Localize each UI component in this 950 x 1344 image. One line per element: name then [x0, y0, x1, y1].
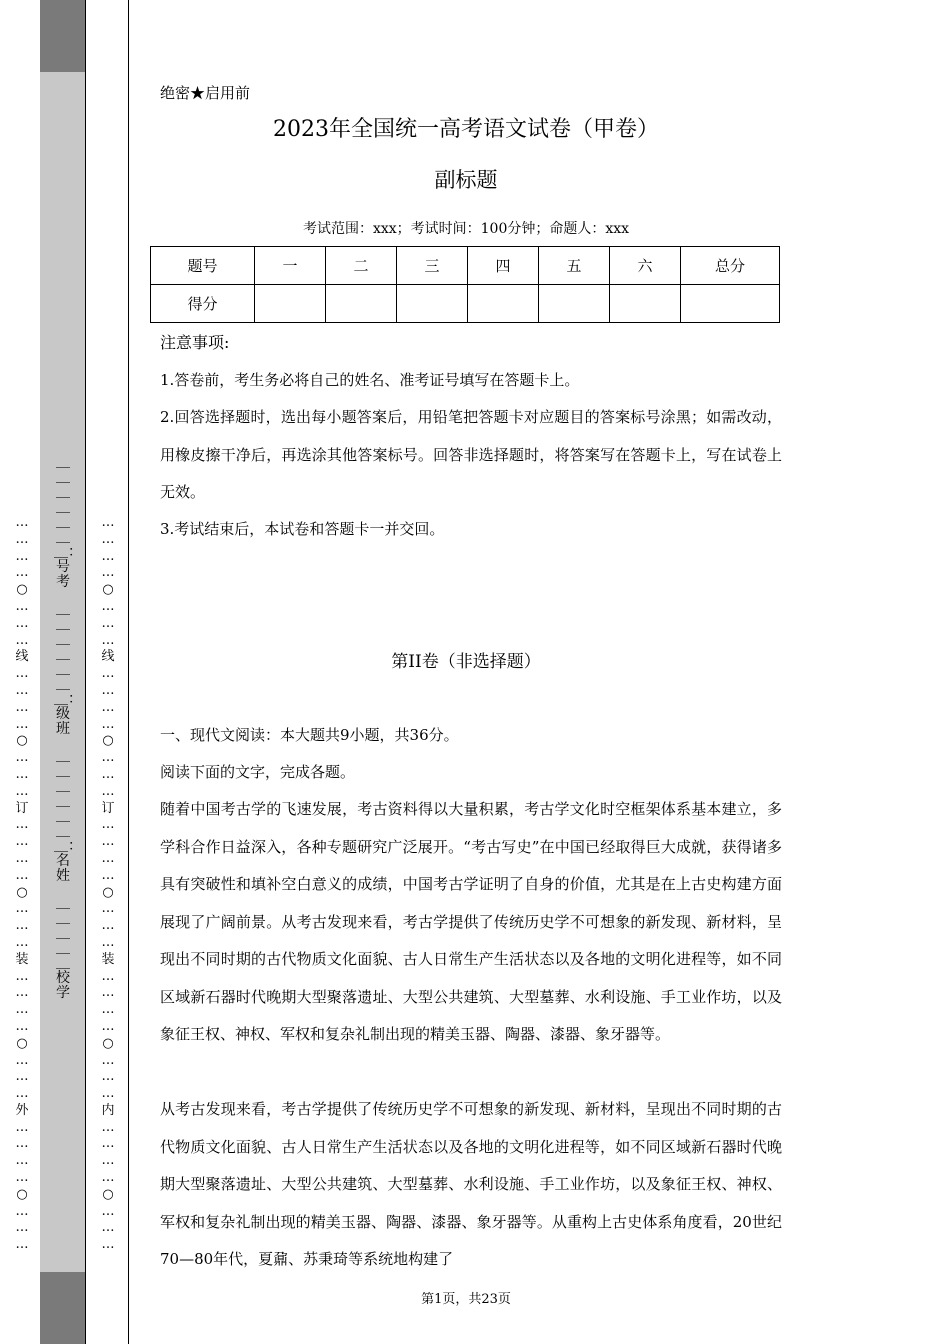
class-label: 级班 — [56, 706, 70, 737]
table-cell: 四 — [468, 247, 539, 285]
score-cell[interactable] — [255, 285, 326, 323]
exam-info: 考试范围：xxx；考试时间：100分钟；命题人：xxx — [302, 221, 630, 237]
student-info-fields — [54, 454, 82, 1001]
margin-cap-bottom — [40, 1272, 85, 1344]
table-cell: 一 — [255, 247, 326, 285]
outer-seal-line: … … … … ○ … … … 线 … … … … ○ … … … 订 … … … … ○ … … … 装 … … … … ○ … … … 外 … … … … ○ … … … — [15, 515, 29, 1253]
notice-item-1: 1.答卷前，考生务必将自己的姓名、准考证号填写在答题卡上。 — [160, 371, 580, 389]
name-label: 名姓 — [56, 853, 70, 884]
page-number: 第1页，共23页 — [421, 1292, 511, 1307]
score-cell[interactable] — [397, 285, 468, 323]
school-blank[interactable]: ＿＿＿＿＿ — [56, 895, 70, 971]
exam-title: 2023年全国统一高考语文试卷（甲卷） — [273, 117, 659, 142]
score-cell[interactable] — [326, 285, 397, 323]
exam-subtitle: 副标题 — [434, 168, 498, 192]
question-heading: 一、现代文阅读：本大题共9小题，共36分。 — [160, 726, 459, 744]
table-cell: 总分 — [681, 247, 780, 285]
score-table — [150, 246, 780, 323]
table-cell: 五 — [539, 247, 610, 285]
table-cell: 二 — [326, 247, 397, 285]
school-label: 校学 — [56, 970, 70, 1001]
reading-instruction: 阅读下面的文字，完成各题。 — [160, 763, 356, 781]
notice-title: 注意事项: — [160, 333, 230, 352]
passage-paragraph-1: 随着中国考古学的飞速发展，考古资料得以大量积累，考古学文化时空框架体系基本建立，多学科合作日益深入，各种专题研究广泛展开。“考古写史”在中国已经取得巨大成就，获得诸多具有突破性和填补空白意义的成绩，中国考古学证明了自身的价值，尤其是在上古史构建方面展现了广阔前景。从考古发现来看，考古学提供了传统历史学不可想象的新发现、新材料，呈现出不同时期的古代物质文化面貌、古人日常生产生活状态以及各地的文明化进程等，如不同区域新石器时代晚期大型聚落遗址、大型公共建筑、大型墓葬、水利设施、手工业作坊，以及象征王权、神权、军权和复杂礼制出现的精美玉器、陶器、漆器、象牙器等。 — [160, 800, 782, 1043]
binding-margin-inner — [86, 0, 129, 1344]
margin-cap-top — [40, 0, 85, 72]
score-cell[interactable] — [468, 285, 539, 323]
name-blank[interactable]: ＿＿＿＿＿＿＿： — [54, 748, 82, 854]
binding-margin-outer — [0, 0, 41, 1344]
table-row — [151, 247, 780, 285]
exam-number-label: 号考 — [56, 559, 70, 590]
class-blank[interactable]: ＿＿＿＿＿＿＿： — [54, 601, 82, 707]
score-cell[interactable] — [681, 285, 780, 323]
section-title: 第II卷（非选择题） — [391, 652, 541, 672]
table-cell: 得分 — [151, 285, 255, 323]
table-row — [151, 285, 780, 323]
score-cell[interactable] — [539, 285, 610, 323]
confidential-mark: 绝密★启用前 — [160, 84, 251, 102]
table-cell: 三 — [397, 247, 468, 285]
score-cell[interactable] — [610, 285, 681, 323]
exam-number-blank[interactable]: ＿＿＿＿＿＿＿： — [54, 454, 82, 560]
passage-paragraph-2: 从考古发现来看，考古学提供了传统历史学不可想象的新发现、新材料，呈现出不同时期的古代物质文化面貌、古人日常生产生活状态以及各地的文明化进程等，如不同区域新石器时代晚期大型聚落遗址、大型公共建筑、大型墓葬、水利设施、手工业作坊，以及象征王权、神权、军权和复杂礼制出现的精美玉器、陶器、漆器、象牙器等。从重构上古史体系角度看，20世纪70—80年代，夏鼐、苏秉琦等系统地构建了 — [160, 1100, 782, 1268]
table-cell: 题号 — [151, 247, 255, 285]
notice-item-2: 2.回答选择题时，选出每小题答案后，用铅笔把答题卡对应题目的答案标号涂黑；如需改动，用橡皮擦干净后，再选涂其他答案标号。回答非选择题时，将答案写在答题卡上，写在试卷上无效。 — [160, 408, 782, 501]
inner-seal-line: … … … … ○ … … … 线 … … … … ○ … … … 订 … … … … ○ … … … 装 … … … … ○ … … … 内 … … … … ○ … … … — [101, 515, 115, 1253]
table-cell: 六 — [610, 247, 681, 285]
notice-item-3: 3.考试结束后，本试卷和答题卡一并交回。 — [160, 520, 445, 538]
